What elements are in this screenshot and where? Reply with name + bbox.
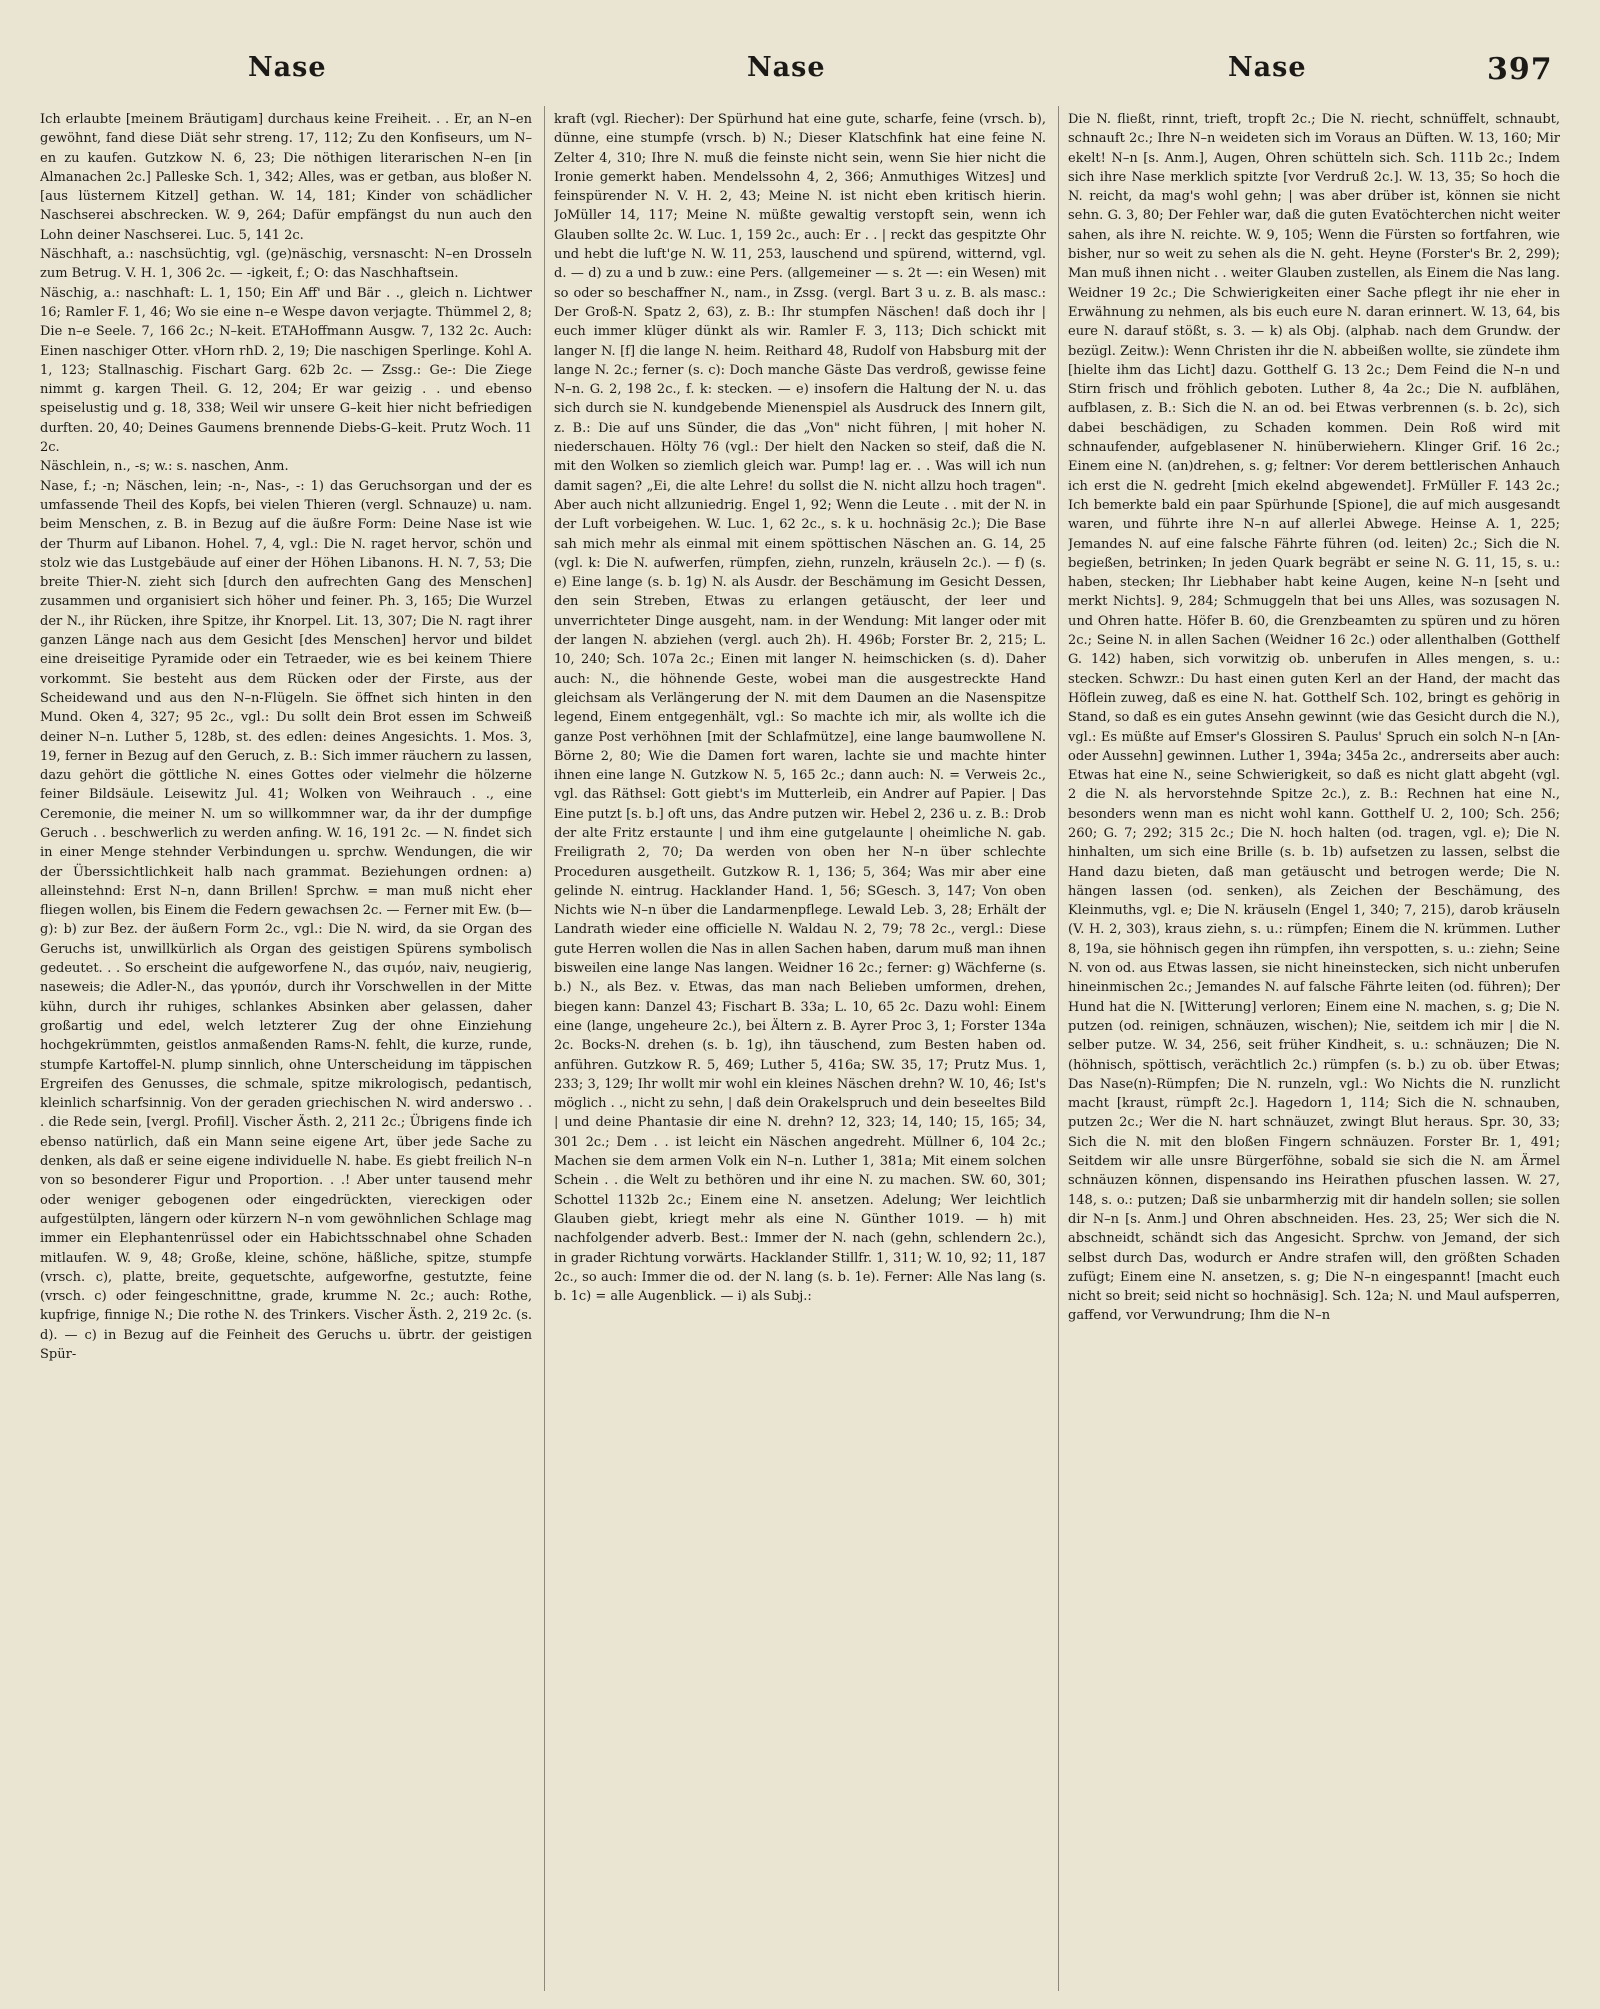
column-1 [40, 110, 532, 1990]
text-columns [40, 110, 1560, 1990]
entry-nase: Nase, f.; -n; Näschen, lein; -n-, Nas-, -: 1) das Geruchsorgan und der es umfassende Theil des Kopfs, bei vielen Thieren (vergl. Schnauze) u. nam. beim Menschen, z. B. in Bezug auf die äußre Form: Deine Nase ist wie der Thurm auf Libanon. Hohel. 7, 4, vgl.: Die N. raget hervor, schön und stolz wie das Lustgebäude auf einer der Höhen Libanons. H. N. 7, 53; Die breite Thier-N. zieht sich [durch den aufrechten Gang des Menschen] zusammen und organisiert sich höher und feiner. Ph. 3, 165; Die Wurzel der N., ihr Rücken, ihre Spitze, ihr Knorpel. Lit. 13, 307; Die N. ragt ihrer ganzen Länge nach aus dem Gesicht [des Menschen] hervor und bildet eine dreiseitige Pyramide oder ein Tetraeder, wie es bei keinem Thiere vorkommt. Sie besteht aus dem Rücken oder der Firste, aus der Scheidewand und aus den N–n-Flügeln. Sie öffnet sich hinten in den Mund. Oken 4, 327; 95 2c., vgl.: Du sollt dein Brot essen im Schweiß deiner N–n. Luther 5, 128b, st. des edlen: deines Angesichts. 1. Mos. 3, 19, ferner in Bezug auf den Geruch, z. B.: Sich immer räuchern zu lassen, dazu gehört die göttliche N. eines Gottes oder vielmehr die hölzerne feiner Bildsäule. Leisewitz Jul. 41; Wolken von Weihrauch . ., eine Ceremonie, die meiner N. um so willkommner war, da ihr der dumpfige Geruch . . beschwerlich zu werden anfing. W. 16, 191 2c. — N. findet sich in einer Menge stehnder Verbindungen u. sprchw. Wendungen, die wir der Überssichtlichkeit halb nach grammat. Beziehungen ordnen: a) alleinstehnd: Erst N–n, dann Brillen! Sprchw. = man muß nicht eher fliegen wollen, bis Einem die Federn gewachsen 2c. — Ferner mit Ew. (b—g): b) zur Bez. der äußern Form 2c., vgl.: Die N. wird, da sie Organ des Geruchs ist, unwillkürlich als Organ des geistigen Spürens symbolisch gedeutet. . . So erscheint die aufgeworfene N., das σιμόν, naiv, neugierig, naseweis; die Adler-N., das γρυπόν, durch ihr Vorschwellen in der Mitte kühn, durch ihr ruhiges, schlankes Absinken aber gelassen, daher großartig und edel, welch letzterer Zug der ohne Einziehung hochgekrümmten, geistlos anmaßenden Rams-N. fehlt, die kurze, runde, stumpfe Kartoffel-N. plump sinnlich, ohne Unterscheidung im täppischen Ergreifen des Genusses, die schmale, spitze mikrologisch, pedantisch, kleinlich scharfsinnig. Von der geraden griechischen N. wird anderswo . . . die Rede sein, [vergl. Profil]. Vischer Ästh. 2, 211 2c.; Übrigens finde ich ebenso natürlich, daß ein Mann seine eigene Art, über jede Sache zu denken, als daß er seine eigene individuelle N. habe. Es giebt freilich N–n von so besonderer Figur und Proportion. . .! Aber unter tausend mehr oder weniger gebogenen oder eingedrückten, viereckigen oder aufgestülpten, längern oder kürzern N–n vom gewöhnlichen Schlage mag immer ein Elephantenrüssel oder ein Habichtsschnabel ohne Schaden mitlaufen. W. 9, 48; Große, kleine, schöne, häßliche, spitze, stumpfe (vrsch. c), platte, breite, gequetschte, aufgeworfne, gestutzte, feine (vrsch. c) oder feingeschnittne, grade, krumme N. 2c.; auch: Rothe, kupfrige, finnige N.; Die rothe N. des Trinkers. Vischer Ästh. 2, 219 2c. (s. d). — c) in Bezug auf die Feinheit des Geruchs u. übrtr. der geistigen Spür- [40, 478, 532, 1362]
column-3 [1068, 110, 1560, 1990]
entry-naschlein: Näschlein, n., -s; w.: s. naschen, Anm. [40, 459, 289, 475]
entry-naschig: Näschig, a.: naschhaft: L. 1, 150; Ein Aff' und Bär . ., gleich n. Lichtwer 16; Ramler F. 1, 46; Wo sie eine n–e Wespe davon verjagte. Thümmel 2, 8; Die n–e Seele. 7, 166 2c.; N–keit. ETAHoffmann Ausgw. 7, 132 2c. Auch: Einen naschiger Otter. vHorn rhD. 2, 19; Die naschigen Sperlinge. Kohl A. 1, 123; Stallnaschig. Fischart Garg. 62b 2c. — Zssg.: Ge-: Die Ziege nimmt g. kargen Theil. G. 12, 204; Er war geizig . . und ebenso speiselustig und g. 18, 338; Weil wir unsere G–keit hier nicht befriedigen durften. 20, 40; Deines Gaumens brennende Diebs-G–keit. Prutz Woch. 11 2c. [40, 285, 532, 456]
running-header-center: Nase [747, 52, 826, 83]
entry-paragraph: Ich erlaubte [meinem Bräutigam] durchaus keine Freiheit. . . Er, an N–en gewöhnt, fand diese Diät sehr streng. 17, 112; Zu den Konfiseurs, um N–en zu kaufen. Gutzkow N. 6, 23; Die nöthigen literarischen N–en [in Almanachen 2c.] Palleske Sch. 1, 342; Alles, was er getban, aus bloßer N. [aus lüsternem Kitzel] gethan. W. 14, 181; Kinder von schädlicher Naschserei abschrecken. W. 9, 264; Dafür empfängst du nun auch den Lohn deiner Naschserei. Luc. 5, 141 2c. [40, 112, 532, 243]
entry-paragraph: kraft (vgl. Riecher): Der Spürhund hat eine gute, scharfe, feine (vrsch. b), dünne, eine stumpfe (vrsch. b) N.; Dieser Klatschfink hat eine feine N. Zelter 4, 310; Ihre N. muß die feinste nicht sein, wenn Sie hier nicht die Ironie gemerkt haben. Mendelssohn 4, 2, 366; Anmuthiges Witzes] und feinspürender N. V. H. 2, 43; Meine N. ist nicht eben kritisch hierin. JoMüller 14, 117; Meine N. müßte gewaltig verstopft sein, wenn ich Glauben sollte 2c. W. Luc. 1, 159 2c., auch: Er . . | reckt das gespitzte Ohr und hebt die luft'ge N. W. 11, 253, lauschend und spürend, witternd, vgl. d. — d) zu a und b zuw.: eine Pers. (allgemeiner — s. 2t —: ein Wesen) mit so oder so beschaffner N., nam., in Zssg. (vergl. Bart 3 u. z. B. als masc.: Der Groß-N. Spatz 2, 63), z. B.: Ihr stumpfen Näschen! daß doch ihr | euch immer klüger dünkt als wir. Ramler F. 3, 113; Dich schickt mit langer N. [f] die lange N. heim. Reithard 48, Rudolf von Habsburg mit der lange N. 2c.; ferner (s. c): Doch manche Gäste Das verdroß, gewisse feine N–n. G. 2, 198 2c., f. k: stecken. — e) insofern die Haltung der N. u. das sich durch sie N. kundgebende Mienenspiel als Ausdruck des Innern gilt, z. B.: Die auf uns Sünder, die das „Von" nicht führen, | mit hoher N. niederschauen. Hölty 76 (vgl.: Der hielt den Nacken so steif, daß die N. mit den Wolken so ziemlich gleich war. Pump! lag er. . . Was will ich nun damit sagen? „Ei, die alte Lehre! du sollst die N. nicht allzu hoch tragen". Aber auch nicht allzuniedrig. Engel 1, 92; Wenn die Leute . . mit der N. in der Luft vorbeigehen. W. Luc. 1, 62 2c., s. k u. hochnäsig 2c.); Die Base sah mich mehr als einmal mit einem spöttischen Näschen an. G. 14, 25 (vgl. k: Die N. aufwerfen, rümpfen, ziehn, runzeln, kräuseln 2c.). — f) (s. e) Eine lange (s. b. 1g) N. als Ausdr. der Beschämung im Gesicht Dessen, den sein Streben, Etwas zu erlangen getäuscht, der leer und unverrichteter Dinge ausgeht, nam. in der Wendung: Mit langer oder mit der langen N. abziehen (vergl. auch 2h). H. 496b; Forster Br. 2, 215; L. 10, 240; Sch. 107a 2c.; Einen mit langer N. heimschicken (s. d). Daher auch: N., die höhnende Geste, wobei man die ausgestreckte Hand gleichsam als Verlängerung der N. mit dem Daumen an die Nasenspitze legend, Einem entgegenhält, vgl.: So machte ich mir, als wollte ich die ganze Post verhöhnen [mit der Schlafmütze], eine lange baumwollene N. Börne 2, 80; Wie die Damen fort waren, lachte sie und machte hinter ihnen eine lange N. Gutzkow N. 5, 165 2c.; dann auch: N. = Verweis 2c., vgl. das Räthsel: Gott giebt's im Mutterleib, ein Andrer auf Papier. | Das Eine putzt [s. b.] oft uns, das Andre putzen wir. Hebel 2, 236 u. z. B.: Drob der alte Fritz erstaunte | und ihm eine gutgelaunte | oheimliche N. gab. Freiligrath 2, 70; Da werden von oben her N–n über schlechte Proceduren ausgetheilt. Gutzkow R. 1, 136; 5, 364; Was mir aber eine gelinde N. eintrug. Hacklander Hand. 1, 56; SGesch. 3, 147; Von oben Nichts wie N–n über die Landarmenpflege. Lewald Leb. 3, 28; Erhält der Landrath wieder eine officielle N. Waldau N. 2, 79; 78 2c., vergl.: Diese gute Herren wollen die Nas in allen Sachen haben, darum muß man ihnen bisweilen eine lange Nas langen. Weidner 16 2c.; ferner: g) Wächferne (s. b.) N., als Bez. v. Etwas, das man nach Belieben umformen, drehen, biegen kann: Danzel 43; Fischart B. 33a; L. 10, 65 2c. Dazu wohl: Einem eine (lange, ungeheure 2c.), bei Ältern z. B. Ayrer Proc 3, 1; Forster 134a 2c. Bocks-N. drehen (s. b. 1g), ihn täuschend, zum Besten haben od. anführen. Gutzkow R. 5, 469; Luther 5, 416a; SW. 35, 17; Prutz Mus. 1, 233; 3, 129; Ihr wollt mir wohl ein kleines Näschen drehn? W. 10, 46; Ist's möglich . ., nicht zu sehn, | daß dein Orakelspruch und dein beseeltes Bild | und deine Phantasie dir eine N. drehn? 12, 323; 14, 140; 15, 165; 34, 301 2c.; Dem . . ist leicht ein Näschen angedreht. Müllner 6, 104 2c.; Machen sie dem armen Volk ein N–n. Luther 1, 381a; Mit einem solchen Schein . . die Welt zu bethören und ihr eine N. zu machen. SW. 60, 301; Schottel 1132b 2c.; Einem eine N. ansetzen. Adelung; Wer leichtlich Glauben giebt, kriegt mehr als eine N. Günther 1019. — h) mit nachfolgender adverb. Best.: Immer der N. nach (gehn, schlendern 2c.), in grader Richtung vorwärts. Hacklander Stillfr. 1, 311; W. 10, 92; 11, 187 2c., so auch: Immer die od. der N. lang (s. b. 1e). Ferner: Alle Nas lang (s. b. 1c) = alle Augenblick. — i) als Subj.: [554, 112, 1046, 1305]
running-header-right: Nase [1228, 52, 1307, 83]
running-header-left: Nase [248, 52, 327, 83]
entry-naschhaft: Näschhaft, a.: naschsüchtig, vgl. (ge)näschig, versnascht: N–en Drosseln zum Betrug. V. H. 1, 306 2c. — -igkeit, f.; O: das Naschhaftsein. [40, 247, 532, 282]
page-number: 397 [1487, 52, 1553, 87]
column-2 [554, 110, 1046, 1990]
entry-paragraph: Die N. fließt, rinnt, trieft, tropft 2c.; Die N. riecht, schnüffelt, schnaubt, schnauft 2c.; Ihre N–n weideten sich im Voraus an Düften. W. 13, 160; Mir ekelt! N–n [s. Anm.], Augen, Ohren schütteln sich. Sch. 111b 2c.; Indem sich ihre Nase merklich spitzte [vor Verdruß 2c.]. W. 13, 35; So hoch die N. reicht, da mag's wohl gehn; | was aber drüber ist, können sie nicht sehn. G. 3, 80; Der Fehler war, daß die guten Evatöchterchen nicht weiter sahen, als ihre N. reichte. W. 9, 105; Wenn die Fürsten so fortfahren, wie bisher, nur so weit zu sehen als die N. geht. Heyne (Forster's Br. 2, 299); Man muß ihnen nicht . . weiter Glauben zustellen, als Einem die Nas lang. Weidner 19 2c.; Die Schwierigkeiten einer Sache pflegt ihr nie eher in Erwähnung zu nehmen, als bis euch eure N. daran erinnert. W. 13, 64, bis eure N. darauf stößt, s. 3. — k) als Obj. (alphab. nach dem Grundw. der bezügl. Zeitw.): Wenn Christen ihr die N. abbeißen wollte, sie zündete ihm [hielte ihm das Licht] dazu. Gotthelf G. 13 2c.; Dem Feind die N–n und Stirn frisch und fröhlich geboten. Luther 8, 4a 2c.; Die N. aufblähen, aufblasen, z. B.: Sich die N. an od. bei Etwas verbrennen (s. b. 2c), sich dabei beschädigen, zu Schaden kommen. Dein Roß wird mit schnaufender, aufgeblasener N. hinüberwiehern. Klinger Grif. 16 2c.; Einem eine N. (an)drehen, s. g; feltner: Vor derem bettlerischen Anhauch ich erst die N. gedreht [mich ekelnd abgewendet]. FrMüller F. 143 2c.; Ich bemerkte bald ein paar Spürhunde [Spione], die auf mich ausgesandt waren, und führte ihre N–n auf allerlei Abwege. Heinse A. 1, 225; Jemandes N. auf eine falsche Fährte führen (od. leiten) 2c.; Sich die N. begießen, betrinken; In jeden Quark begräbt er seine N. G. 11, 15, s. u.: haben, stecken; Ihr Liebhaber habt keine Augen, keine N–n [seht und merkt Nichts]. 9, 284; Schmuggeln that bei uns Alles, was sozusagen N. und Ohren hatte. Höfer B. 60, die Grenzbeamten zu spüren und zu hören 2c.; Seine N. in allen Sachen (Weidner 16 2c.) oder allenthalben (Gotthelf G. 142) haben, sich vorwitzig ob. unberufen in Alles mengen, s. u.: stecken. Schwzr.: Du hast einen guten Kerl an der Hand, der macht das Höflein zuweg, daß es eine N. hat. Gotthelf Sch. 102, bringt es gehörig in Stand, so daß es ein gutes Ansehn gewinnt (wie das Gesicht durch die N.), vgl.: Es müßte auf Emser's Glossiren S. Paulus' Spruch ein solch N–n [An- oder Aussehn] gewinnen. Luther 1, 394a; 345a 2c., andrerseits aber auch: Etwas hat eine N., seine Schwierigkeit, so daß es nicht glatt abgeht (vgl. 2 die N. als hervorstehnde Spitze 2c.), z. B.: Rechnen hat eine N., besonders wenn man es nicht wohl kann. Gotthelf U. 2, 100; Sch. 256; 260; G. 7; 292; 315 2c.; Die N. hoch halten (od. tragen, vgl. e); Die N. hinhalten, um sich eine Brille (s. b. 1b) aufsetzen zu lassen, selbst die Hand dazu bieten, daß man getäuscht und betrogen werde; Die N. hängen lassen (od. senken), als Zeichen der Beschämung, des Kleinmuths, vgl. e; Die N. kräuseln (Engel 1, 340; 7, 215), darob kräuseln (V. H. 2, 303), kraus ziehn, s. u.: rümpfen; Einem die N. krümmen. Luther 8, 19a, sie höhnisch gegen ihn rümpfen, ihn verspotten, s. u.: ziehn; Seine N. von od. aus Etwas lassen, sie nicht hineinstecken, sich nicht unberufen hineinmischen 2c.; Jemandes N. auf falsche Fährte leiten (od. führen); Der Hund hat die N. [Witterung] verloren; Einem eine N. machen, s. g; Die N. putzen (od. reinigen, schnäuzen, wischen); Nie, seitdem ich mir | die N. selber putze. W. 34, 256, seit früher Kindheit, s. u.: schnäuzen; Die N. (höhnisch, spöttisch, verächtlich 2c.) rümpfen (s. b.) zu ob. über Etwas; Das Nase(n)-Rümpfen; Die N. runzeln, vgl.: Wo Nichts die N. runzlicht macht [kraust, rümpft 2c.]. Hagedorn 1, 114; Sich die N. schnauben, putzen 2c.; Wer die N. hart schnäuzet, zwingt Blut heraus. Spr. 30, 33; Sich die N. mit den bloßen Fingern schnäuzen. Forster Br. 1, 491; Seitdem wir alle unsre Bürgerföhne, sobald sie sich die N. am Ärmel schnäuzen können, dispensando ins Heirathen pfuschen lassen. W. 27, 148, s. o.: putzen; Daß sie unbarmherzig mit dir handeln sollen; sie sollen dir N–n [s. Anm.] und Ohren abschneiden. Hes. 23, 25; Wer sich die N. abschneidt, schändt sich das Angesicht. Sprchw. von Jemand, der sich selbst durch Das, wodurch er Andre strafen will, den größten Schaden zufügt; Einem eine N. ansetzen, s. g; Die N–n eingespannt! [macht euch nicht so breit; seid nicht so hochnäsig]. Sch. 12a; N. und Maul aufsperren, gaffend, vor Verwundrung; Ihm die N–n [1068, 112, 1560, 1324]
